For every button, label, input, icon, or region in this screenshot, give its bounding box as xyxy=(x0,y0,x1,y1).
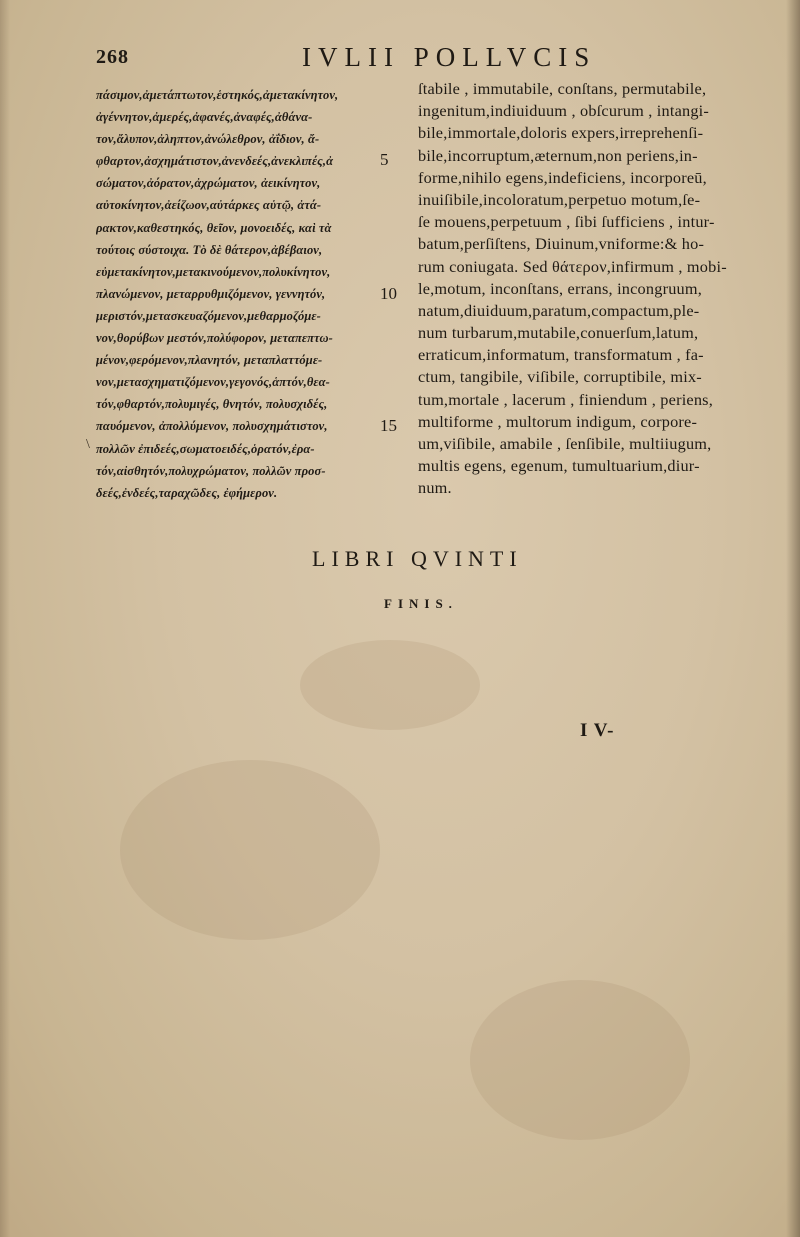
greek-text-line: τον,ἄλυπον,ἀληπτον,ἀνώλεθρον, ἀΐδιον, ἄ- xyxy=(96,132,320,147)
paper-stain xyxy=(120,760,380,940)
greek-text-line: αὐτοκίνητον,ἀείζωον,αὐτάρκες αὑτῷ, ἀτά- xyxy=(96,198,322,213)
latin-text-line: multiforme , multorum indigum, corpore- xyxy=(418,411,698,431)
latin-text-line: ſe mouens,perpetuum , ſibi ſufficiens , intur- xyxy=(418,212,715,232)
latin-text-line: ctum, tangibile, viſibile, corruptibile, mix- xyxy=(418,367,702,387)
latin-text-line: bile,incorruptum,æternum,non periens,in- xyxy=(418,145,698,165)
line-number-5: 5 xyxy=(380,150,389,169)
greek-text-line: μεριστόν,μετασκευαζόμενον,μεθαρμοζόμε- xyxy=(96,308,321,323)
greek-text-line: εὐμετακίνητον,μετακινούμενον,πολυκίνητον, xyxy=(96,264,331,279)
greek-text-line: παυόμενον, ἀπολλύμενον, πολυσχημάτιστον, xyxy=(96,419,328,434)
greek-text-line: πολλῶν ἐπιδεές,σωματοειδές,ὁρατόν,ἐρα- xyxy=(96,441,315,456)
line-number-15: 15 xyxy=(380,416,397,435)
page-edge-shadow-left xyxy=(0,0,10,1237)
page-number: 268 xyxy=(96,46,129,68)
colophon-finis: FINIS. xyxy=(384,596,458,611)
line-number-10: 10 xyxy=(380,284,397,303)
greek-text-line: δεές,ἐνδεές,ταραχῶδες, ἐφήμερον. xyxy=(96,485,278,500)
greek-text-line: νον,μετασχηματιζόμενον,γεγονός,ἁπτόν,θεα- xyxy=(96,375,330,390)
greek-text-column xyxy=(96,84,376,504)
greek-text-line: πάσιμον,ἀμετάπτωτον,ἑστηκός,ἀμετακίνητον, xyxy=(96,88,339,102)
latin-text-line: multis egens, egenum, tumultuarium,diur- xyxy=(418,456,700,476)
latin-text-line: ſtabile , immutabile, conſtans, permutabile, xyxy=(418,79,707,98)
greek-text-line: τόν,αἰσθητόν,πολυχρώματον, πολλῶν προσ- xyxy=(96,463,326,478)
colophon-title: LIBRI QVINTI xyxy=(312,546,523,571)
greek-text-line: μένον,φερόμενον,πλανητόν, μεταπλαττόμε- xyxy=(96,353,323,368)
running-head: IVLII POLLVCIS xyxy=(302,42,597,72)
latin-text-column xyxy=(418,78,790,500)
greek-text-line: πλανώμενον, μεταρρυθμιζόμενον, γεννητόν, xyxy=(96,286,326,301)
latin-text-line: ingenitum,indiuiduum , obſcurum , intangi- xyxy=(418,101,710,121)
latin-text-line: num turbarum,mutabile,conuerſum,latum, xyxy=(418,323,699,343)
paper-stain xyxy=(470,980,690,1140)
margin-mark: \ xyxy=(86,437,90,452)
greek-text-line: ρακτον,καθεστηκός, θεῖον, μονοειδές, καὶ τὰ xyxy=(96,220,332,235)
latin-text-line: bile,immortale,doloris expers,irreprehenſi- xyxy=(418,123,704,143)
latin-text-line: num. xyxy=(418,478,452,498)
greek-text-line: τόν,φθαρτόν,πολυμιγές, θνητόν, πολυσχιδές, xyxy=(96,397,328,412)
latin-text-line: natum,diuiduum,paratum,compactum,ple- xyxy=(418,300,700,320)
latin-text-line: forme,nihilo egens,indeficiens, incorporeū, xyxy=(418,167,707,187)
greek-text-line: τούτοις σύστοιχα. Τὸ δὲ θάτερον,ἀβέβαιον, xyxy=(96,242,323,257)
greek-text-line: φθαρτον,ἀσχημάτιστον,ἀνενδεές,ἀνεκλιπές,ἀ xyxy=(96,154,334,169)
latin-text-line: inuiſibile,incoloratum,perpetuo motum,ſe- xyxy=(418,189,701,209)
latin-text-line: le,motum, inconſtans, errans, incongruum, xyxy=(418,278,703,298)
latin-text-line: batum,perſiſtens, Diuinum,vniforme:& ho- xyxy=(418,234,705,254)
latin-text-line: tum,mortale , lacerum , finiendum , periens, xyxy=(418,389,713,409)
greek-text-line: σώματον,ἀόρατον,ἀχρώματον, ἀεικίνητον, xyxy=(96,176,321,191)
latin-text-line: um,viſibile, amabile , ſenſibile, multiiugum, xyxy=(418,434,712,453)
latin-text-line: rum coniugata. Sed θάτερον,infirmum , mobi- xyxy=(418,256,727,276)
catchword: I V- xyxy=(580,720,615,741)
page-header xyxy=(96,42,636,76)
greek-text-line: ἀγέννητον,ἀμερές,ἀφανές,ἀναφές,ἀθάνα- xyxy=(96,110,313,125)
paper-stain xyxy=(300,640,480,730)
greek-text-line: νον,θορύβων μεστόν,πολύφορον, μεταπεπτω- xyxy=(96,331,333,346)
latin-text-line: erraticum,informatum, transformatum , fa- xyxy=(418,345,704,365)
